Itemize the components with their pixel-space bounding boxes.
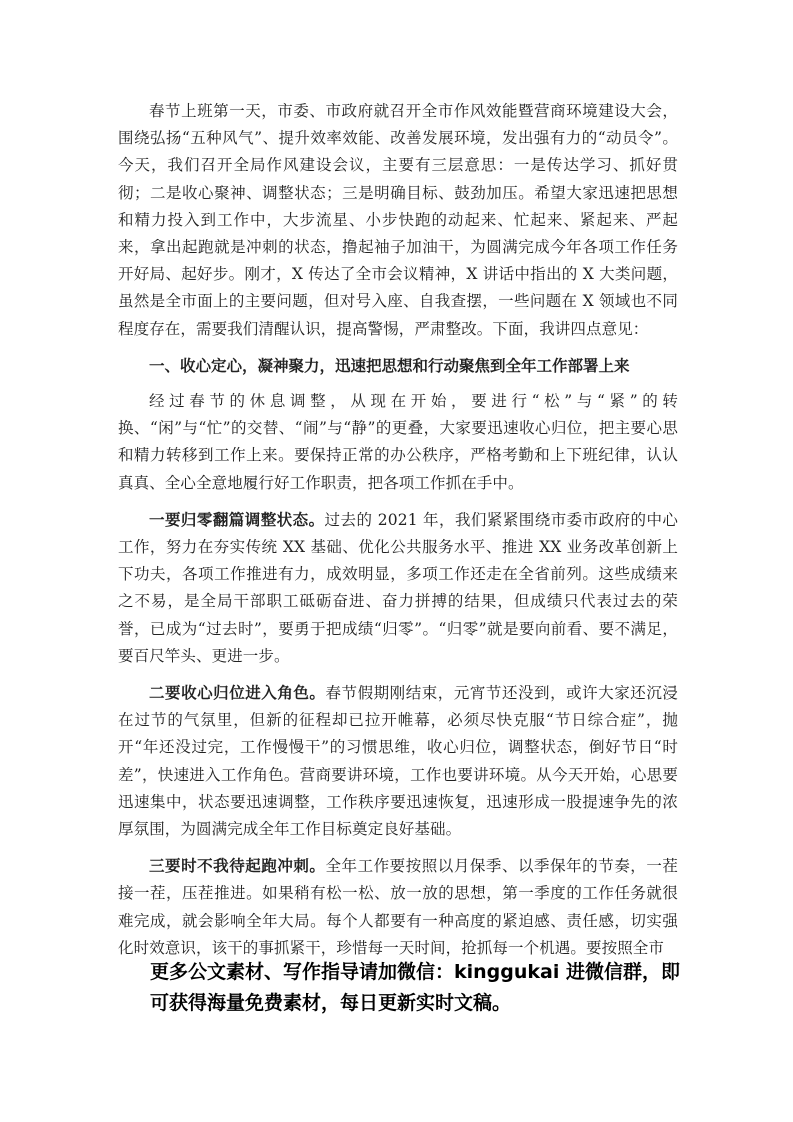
point-lead-1: 一要归零翻篇调整状态。 (149, 509, 325, 529)
document-body (118, 98, 678, 962)
intro-paragraph: 春节上班第一天，市委、市政府就召开全市作风效能暨营商环境建设大会，围绕弘扬“五种风气”、提升效率效能、改善发展环境，发出强有力的“动员令”。今天，我们召开全局作风建设会议，主要有三层意思：一是传达学习、抓好贯彻；二是收心聚神、调整状态；三是明确目标、鼓劲加压。希望大家迅速把思想和精力投入到工作中，大步流星、小步快跑的动起来、忙起来、紧起来、严起来，拿出起跑就是冲刺的状态，撸起袖子加油干，为圆满完成今年各项工作任务开好局、起好步。刚才，X 传达了全市会议精神，X 讲话中指出的 X 大类问题，虽然是全市面上的主要问题，但对号入座、自我查摆，一些问题在 X 领域也不同程度存在，需要我们清醒认识，提高警惕，严肃整改。下面，我讲四点意见： (118, 102, 678, 338)
point-text-2: 春节假期刚结束，元宵节还没到，或许大家还沉浸在过节的气氛里，但新的征程却已拉开帷幕，必须尽快克服“节日综合症”，抛开“年还没过完，工作慢慢干”的习惯思维，收心归位，调整状态，倒好节日“时差”，快速进入工作角色。营商要讲环境，工作也要讲环境。从今天开始，心思要迅速集中，状态要迅速调整，工作秩序要迅速恢复，迅速形成一股提速争先的浓厚氛围，为圆满完成全年工作目标奠定良好基础。 (118, 684, 678, 839)
point-lead-2: 二要收心归位进入角色。 (149, 683, 326, 703)
point-lead-3: 三要时不我待起跑冲刺。 (149, 856, 326, 876)
section-heading: 一、收心定心，凝神聚力，迅速把思想和行动聚焦到全年工作部署上来 (149, 355, 630, 375)
point-paragraph-1 (118, 506, 678, 670)
point-paragraph-2 (118, 679, 678, 843)
section-body-paragraph: 经过春节的休息调整，从现在开始，要进行“松”与“紧”的转换、“闲”与“忙”的交替、“闹”与“静”的更叠，大家要迅速收心归位，把主要心思和精力转移到工作上来。要保持正常的办公秩序，严格考勤和上下班纪律，认认真真、全心全意地履行好工作职责，把各项工作抓在手中。 (118, 392, 678, 492)
promo-banner: 更多公文素材、写作指导请加微信：kinggukai 进微信群，即可获得海量免费素材，每日更新实时文稿。 (150, 961, 680, 1014)
point-text-1: 过去的 2021 年，我们紧紧围绕市委市政府的中心工作，努力在夯实传统 XX 基础、优化公共服务水平、推进 XX 业务改革创新上下功夫，各项工作推进有力，成效明显，多项工作还走在全省前列。这些成绩来之不易，是全局干部职工砥砺奋进、奋力拼搏的结果，但成绩只代表过去的荣誉，已成为“过去时”，要勇于把成绩“归零”。“归零”就是要向前看、要不满足，要百尺竿头、更进一步。 (118, 510, 678, 665)
point-paragraph-3 (118, 852, 678, 962)
point-text-3: 全年工作要按照以月保季、以季保年的节奏，一茬接一茬，压茬推进。如果稍有松一松、放一放的思想，第一季度的工作任务就很难完成，就会影响全年大局。每个人都要有一种高度的紧迫感、责任感，切实强化时效意识，该干的事抓紧干，珍惜每一天时间，抢抓每一个机遇。要按照全市 (118, 857, 678, 957)
